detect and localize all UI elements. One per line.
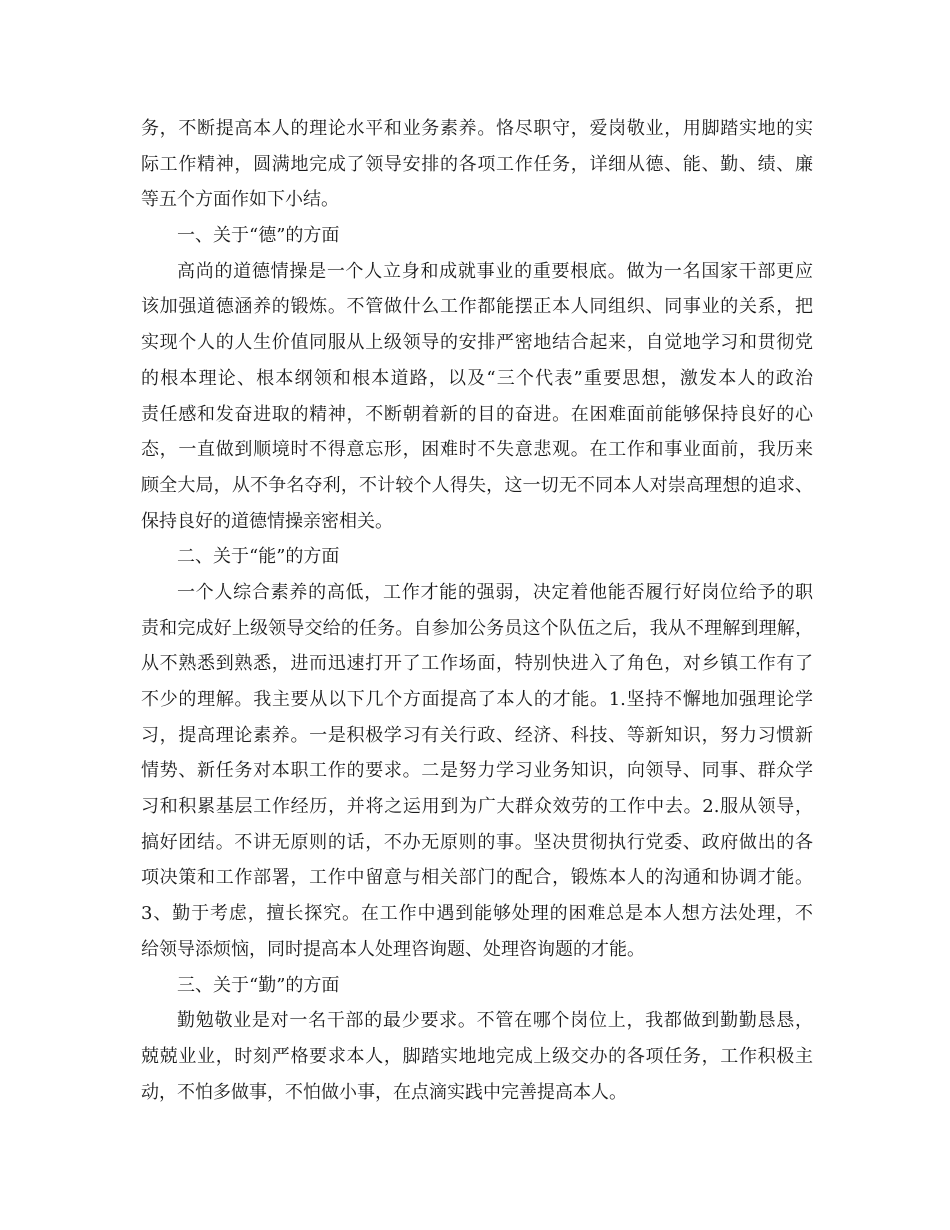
section-heading: 一、关于“德”的方面 (177, 225, 340, 247)
text-line: 3、勤于考虑，擅长探究。在工作中遇到能够处理的困难总是本人想方法处理，不 (141, 903, 813, 925)
text-line: 顾全大局，从不争名夺利，不计较个人得失，这一切无不同本人对崇高理想的追求、 (141, 474, 813, 496)
text-line: 的根本理论、根本纲领和根本道路，以及“三个代表”重要思想，激发本人的政治 (141, 367, 813, 389)
text-line: 不少的理解。我主要从以下几个方面提高了本人的才能。1.坚持不懈地加强理论学 (141, 689, 813, 710)
text-line: 一个人综合素养的高低，工作才能的强弱，决定着他能否履行好岗位给予的职 (177, 581, 813, 603)
text-line: 习，提高理论素养。一是积极学习有关行政、经济、科技、等新知识，努力习惯新 (141, 724, 813, 746)
text-line: 务，不断提高本人的理论水平和业务素养。恪尽职守，爱岗敬业，用脚踏实地的实 (141, 118, 813, 139)
text-line: 情势、新任务对本职工作的要求。二是努力学习业务知识，向领导、同事、群众学 (141, 760, 813, 782)
text-line: 实现个人的人生价值同服从上级领导的安排严密地结合起来，自觉地学习和贯彻党 (141, 332, 813, 354)
text-line: 等五个方面作如下小结。 (141, 189, 339, 211)
text-line: 际工作精神，圆满地完成了领导安排的各项工作任务，详细从德、能、勤、绩、廉 (141, 153, 813, 175)
text-line: 高尚的道德情操是一个人立身和成就事业的重要根底。做为一名国家干部更应 (177, 260, 813, 282)
text-line: 兢兢业业，时刻严格要求本人，脚踏实地地完成上级交办的各项任务，工作积极主 (141, 1045, 813, 1067)
document-body (141, 111, 813, 1110)
text-line: 习和积累基层工作经历，并将之运用到为广大群众效劳的工作中去。2.服从领导， (141, 796, 813, 818)
text-line: 保持良好的道德情操亲密相关。 (141, 510, 393, 532)
text-line: 动，不怕多做事，不怕做小事，在点滴实践中完善提高本人。 (141, 1081, 627, 1103)
text-line: 态，一直做到顺境时不得意忘形，困难时不失意悲观。在工作和事业面前，我历来 (141, 439, 813, 461)
section-heading: 二、关于“能”的方面 (177, 546, 340, 568)
text-line: 该加强道德涵养的锻炼。不管做什么工作都能摆正本人同组织、同事业的关系，把 (141, 296, 813, 318)
text-line: 从不熟悉到熟悉，进而迅速打开了工作场面，特别快进入了角色，对乡镇工作有了 (141, 653, 813, 675)
text-line: 给领导添烦恼，同时提高本人处理咨询题、处理咨询题的才能。 (141, 938, 645, 960)
text-line: 责任感和发奋进取的精神，不断朝着新的目的奋进。在困难面前能够保持良好的心 (141, 403, 813, 425)
text-line: 项决策和工作部署，工作中留意与相关部门的配合，锻炼本人的沟通和协调才能。 (141, 867, 813, 889)
text-line: 搞好团结。不讲无原则的话，不办无原则的事。坚决贯彻执行党委、政府做出的各 (141, 831, 813, 853)
section-heading: 三、关于“勤”的方面 (177, 974, 340, 996)
text-line: 责和完成好上级领导交给的任务。自参加公务员这个队伍之后，我从不理解到理解， (141, 617, 813, 639)
text-line: 勤勉敬业是对一名干部的最少要求。不管在哪个岗位上，我都做到勤勤恳恳， (177, 1010, 813, 1032)
